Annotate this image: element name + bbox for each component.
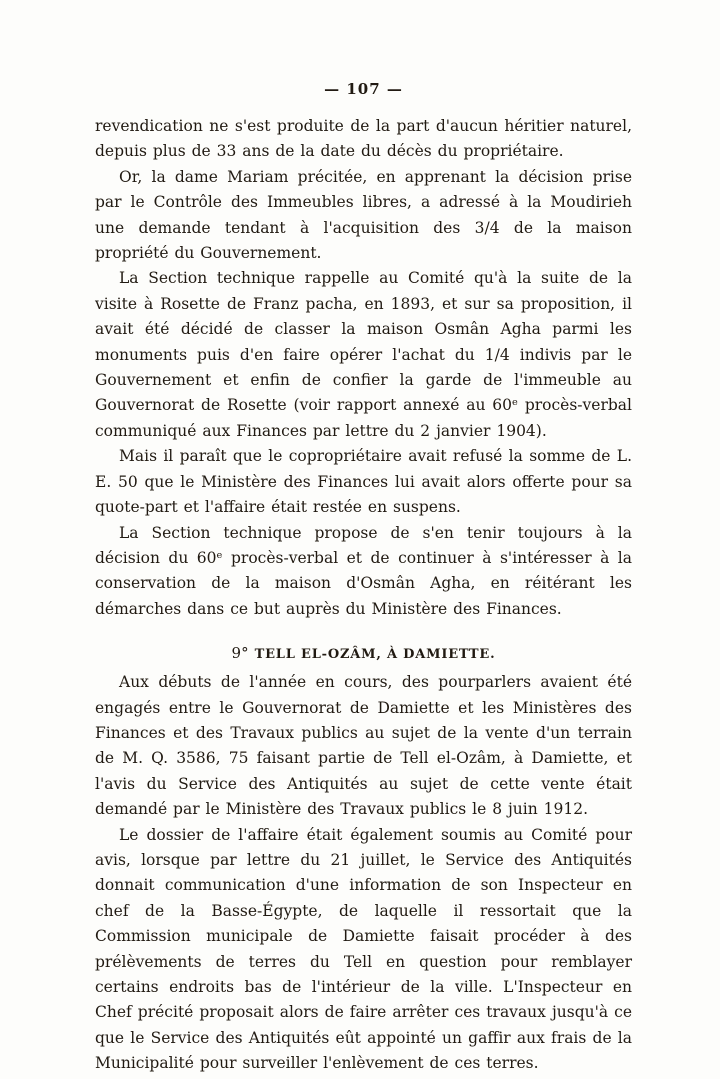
paragraph: La Section technique propose de s'en tenir toujours à la décision du 60ᵉ procès-verbal et de continuer à s'intéresser à la conservation de la maison d'Osmân Agha, en réitérant les démarches dans ce but auprès du Ministère des Finances. xyxy=(95,523,632,618)
paragraph: Aux débuts de l'année en cours, des pourparlers avaient été engagés entre le Gouvernorat de Damiette et les Ministères des Finances et des Travaux publics au sujet de la vente d'un terrain de M. Q. 3586, 75 faisant partie de Tell el-Ozâm, à Damiette, et l'avis du Service des Antiquités au sujet de cette vente était demandé par le Ministère des Travaux publics le 8 juin 1912. xyxy=(95,673,632,819)
paragraph-continuation: revendication ne s'est produite de la part d'aucun héritier naturel, depuis plus de 33 ans de la date du décès du propriétaire. xyxy=(95,117,632,161)
paragraph: La Section technique rappelle au Comité qu'à la suite de la visite à Rosette de Franz pacha, en 1893, et sur sa proposition, il avait été décidé de classer la maison Osmân Agha parmi les monuments puis d'en faire opérer l'achat du 1/4 indivis par le Gouvernement et enfin de confier la garde de l'immeuble au Gouvernorat de Rosette (voir rapport annexé au 60ᵉ procès-verbal communiqué aux Finances par lettre du 2 janvier 1904). xyxy=(95,269,632,440)
section-heading xyxy=(95,644,632,662)
paragraph: Le dossier de l'affaire était également soumis au Comité pour avis, lorsque par lettre du 21 juillet, le Service des Antiquités donnait communication d'une information de son Inspecteur en chef de la Basse-Égypte, de laquelle il ressortait que la Commission municipale de Damiette faisait procéder à des prélèvements de terres du Tell en question pour remblayer certains endroits bas de l'intérieur de la ville. L'Inspecteur en Chef précité proposait alors de faire arrêter ces travaux jusqu'à ce que le Service des Antiquités eût appointé un gaffir aux frais de la Municipalité pour surveiller l'enlèvement de ces terres. xyxy=(95,825,632,1073)
section-heading-title: TELL EL-OZÂM, À DAMIETTE. xyxy=(254,647,496,663)
paragraph: Or, la dame Mariam précitée, en apprenant la décision prise par le Contrôle des Immeubles libres, a adressé à la Moudirieh une demande tendant à l'acquisition des 3/4 de la maison propriété du Gouvernement. xyxy=(95,167,632,263)
page-number: — 107 — xyxy=(324,80,403,98)
section-heading-number: 9° xyxy=(231,644,249,663)
page-body xyxy=(95,114,632,1077)
paragraph: Mais il paraît que le copropriétaire avait refusé la somme de L. E. 50 que le Ministère des Finances lui avait alors offerte pour sa quote-part et l'affaire était restée en suspens. xyxy=(95,447,632,517)
